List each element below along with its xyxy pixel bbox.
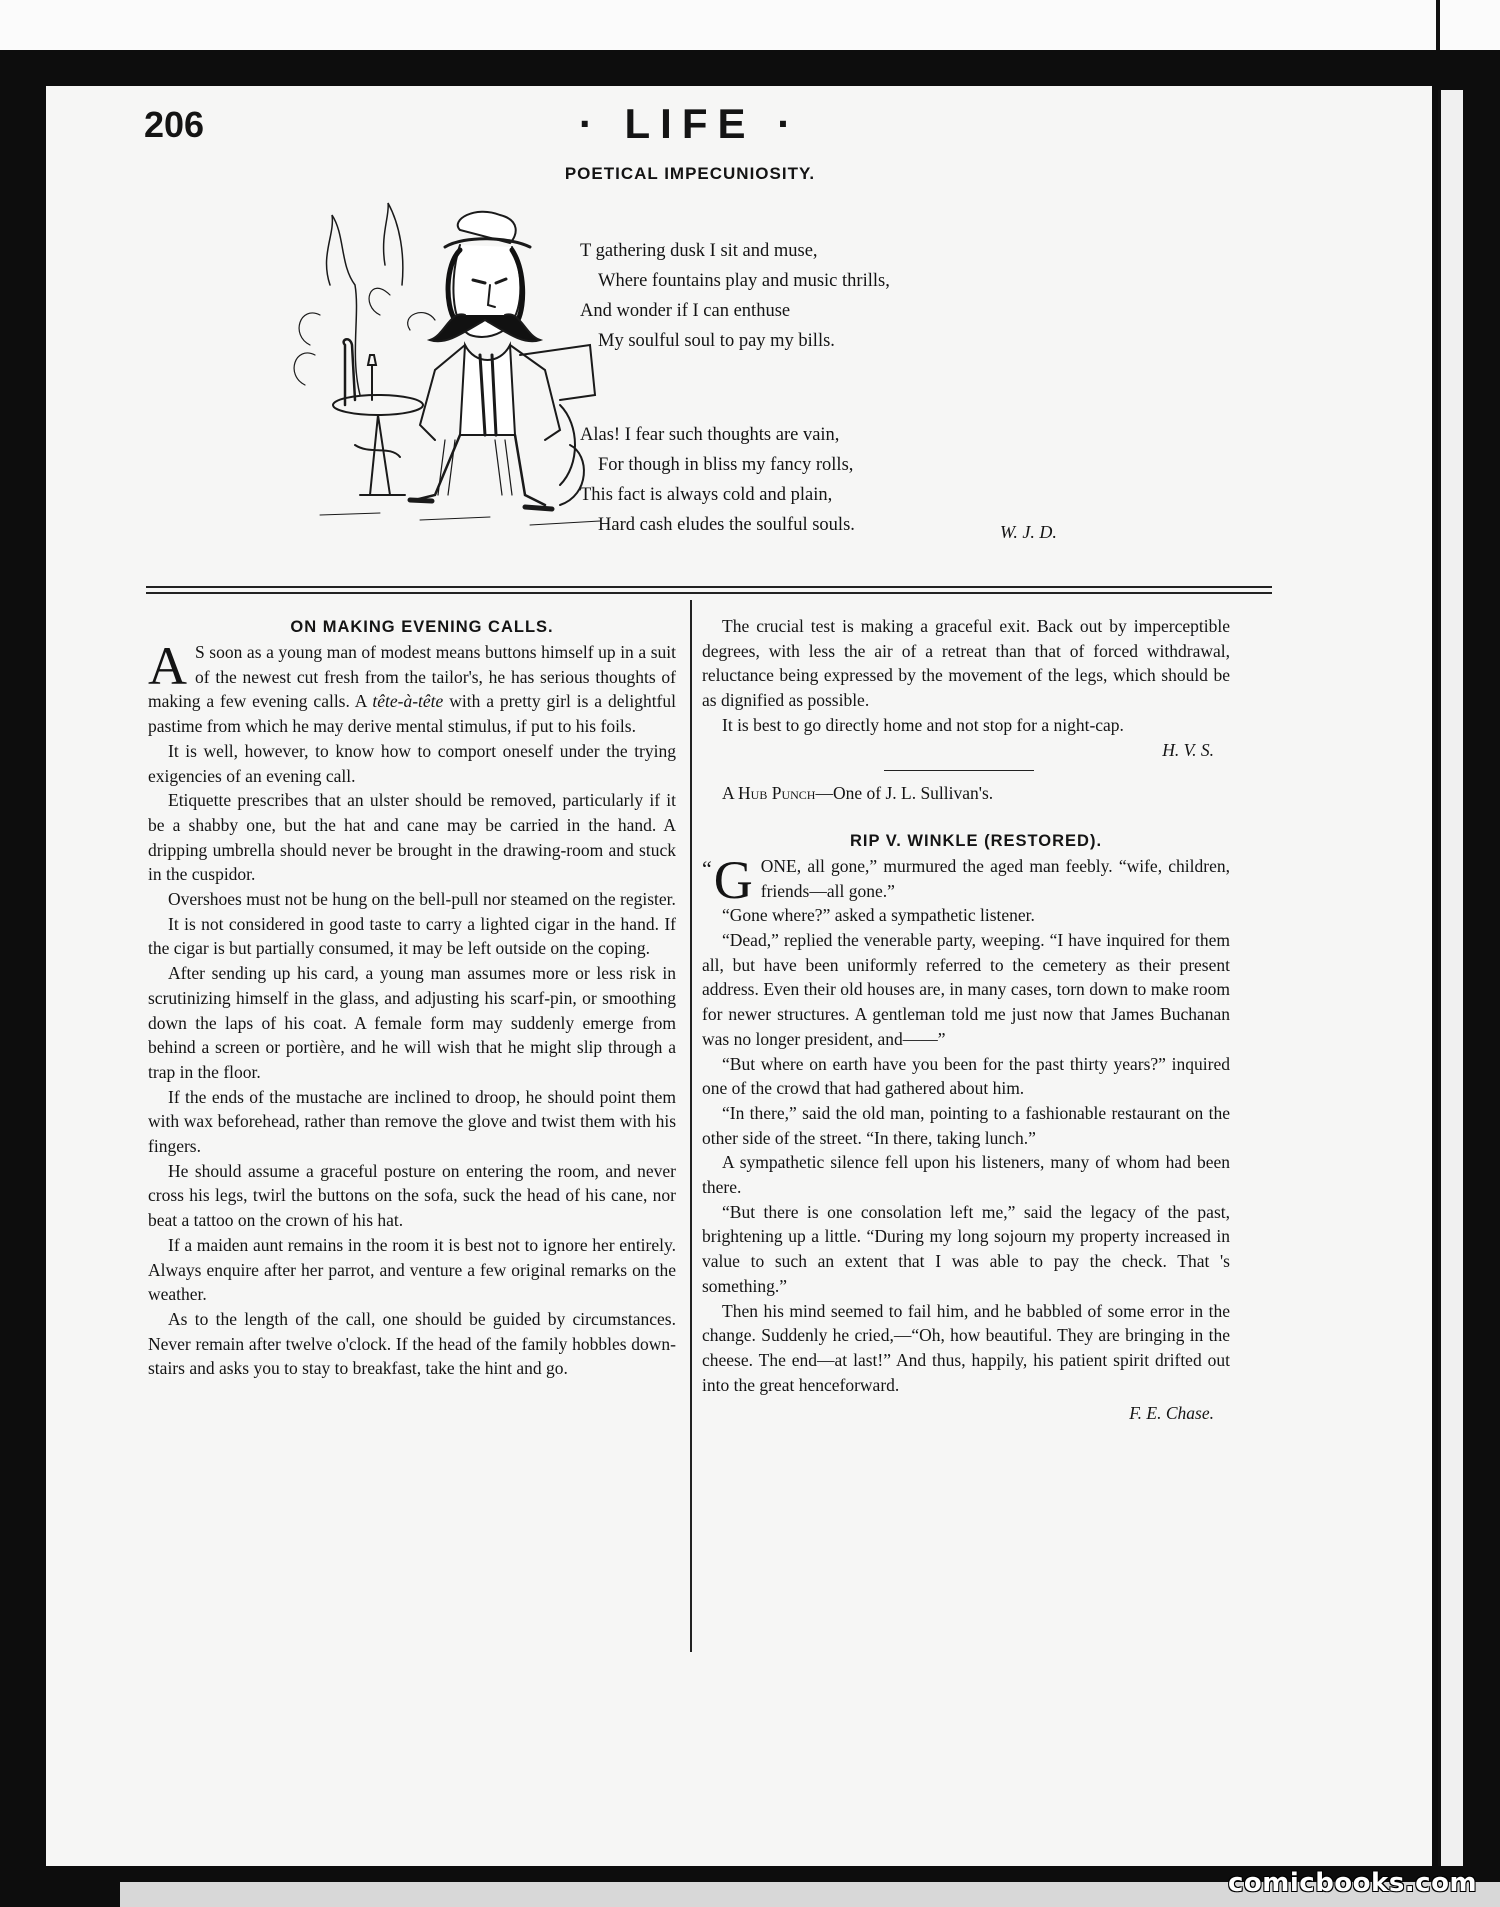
article-signature: F. E. Chase. [1129,1403,1214,1424]
right-column [702,614,1230,1426]
article-paragraph [702,849,1230,910]
poem-line: This fact is always cold and plain, [580,485,833,505]
open-quote: “ [702,855,712,881]
spacer [702,806,1230,828]
article-paragraph: “But where on earth have you been for the past thirty years?” inquired one of the crowd that had gathered about him. [702,1053,1230,1099]
paragraph-text: ONE, all gone,” murmured the aged man feebly. “wife, children, friends—all gone.” [760,855,1230,901]
article-paragraph: As to the length of the call, one should be guided by circumstances. Never remain after twelve o'clock. If the head of the family hobbles down-stairs and asks you to stay to breakfast, take the hint and go. [148,1308,676,1379]
article-paragraph: Overshoes must not be hung on the bell-pull nor steamed on the register. [168,889,676,910]
masthead: · LIFE · [578,100,802,147]
next-page-edge [1438,90,1463,1870]
squib [702,781,1230,806]
article-paragraph: “Dead,” replied the venerable party, weeping. “I have inquired for them all, but have been uniformly referred to the cemetery as their present address. Even their old houses are, in many cases, torn down to make room for newer structures. A gentleman told me just now that James Buchanan was no longer president, and——” [702,930,1230,1049]
scan-border-top [0,0,1500,50]
paragraph-text: with a pretty girl is a delightful pastime from which he may derive mental stimulus, if put to his foils. [148,691,676,737]
article-signature: H. V. S. [1162,739,1214,760]
section-rule [884,770,1034,771]
poem-line: Where fountains play and music thrills, [598,271,890,291]
italic-phrase: tête-à-tête [372,691,444,712]
poem-stanza [580,236,1080,356]
site-watermark: comicbooks.com [1228,1868,1478,1898]
section-rule [146,592,1272,594]
article-paragraph: If the ends of the mustache are inclined to droop, he should point them with wax beforehead, rather than remove the glove and twist them with his fingers. [148,1086,676,1157]
article-title: ON MAKING EVENING CALLS. [290,618,554,636]
poem-line: Hard cash eludes the soulful souls. [598,515,855,535]
paragraph-text: S soon as a young man of modest means buttons himself up in a suit of the newest cut fresh from the tailor's, he has serious thoughts of making a few evening calls. [148,642,676,712]
article-paragraph: Then his mind seemed to fail him, and he babbled of some error in the change. Suddenly he cried,—“Oh, how beautiful. They are bringing in the cheese. The end—at last!” And thus, happily, his patient spirit drifted out into the great henceforward. [702,1300,1230,1395]
poem-title: POETICAL IMPECUNIOSITY. [564,164,816,183]
poem-signature: W. J. D. [1000,522,1057,542]
paragraph-text: A [354,691,367,712]
page-number: 206 [144,104,205,145]
article-title: RIP V. WINKLE (RESTORED). [849,831,1103,850]
article-paragraph: It is not considered in good taste to carry a lighted cigar in the hand. If the cigar is but partially consumed, it may be left outside on the coping. [148,913,676,959]
article-paragraph: He should assume a graceful posture on entering the room, and never cross his legs, twirl the buttons on the sofa, suck the head of his cane, nor beat a tattoo on the crown of his hat. [148,1160,676,1231]
drop-cap: A [148,636,187,696]
article-paragraph: The crucial test is making a graceful exit. Back out by imperceptible degrees, with less the air of a retreat than that of forced withdrawal, reluctance being expressed by the movement of the legs, which should be as dignified as possible. [702,616,1230,711]
squib-text: —One of J. L. Sullivan's. [815,783,994,804]
article-paragraph [148,636,676,739]
poem-line: T gathering dusk I sit and muse, [580,241,818,261]
poem-line: Alas! I fear such thoughts are vain, [580,425,840,445]
poem-line: My soulful soul to pay my bills. [598,331,835,351]
scan-border-dark-top [0,50,1500,86]
article-paragraph: “In there,” said the old man, pointing to a fashionable restaurant on the other side of the street. “In there, taking lunch.” [702,1102,1230,1148]
drop-cap: G [713,849,753,910]
article-paragraph: After sending up his card, a young man assumes more or less risk in scrutinizing himself in the glass, and adjusting his scarf-pin, or smoothing down the laps of his coat. A female form may suddenly emerge from behind a screen or portière, and he will wish that he might slip through a trap in the floor. [148,963,676,1082]
cartoon-man-with-mustache-seated-at-cafe-table-icon [260,195,620,535]
article-paragraph: “Gone where?” asked a sympathetic listener. [722,905,1035,926]
poem-body [580,236,1080,604]
article-paragraph: If a maiden aunt remains in the room it is best not to ignore her entirely. Always enquire after her parrot, and venture a few original remarks on the weather. [148,1234,676,1305]
article-paragraph: A sympathetic silence fell upon his listeners, many of whom had been there. [702,1152,1230,1198]
poem-line: For though in bliss my fancy rolls, [598,455,854,475]
article-evening-calls [148,614,676,1381]
article-paragraph: It is well, however, to know how to comport oneself under the trying exigencies of an evening call. [148,740,676,786]
scan-border-left [0,50,46,1907]
column-divider [690,600,692,1652]
article-paragraph: It is best to go directly home and not stop for a night-cap. [722,714,1124,735]
poem-line: And wonder if I can enthuse [580,301,791,321]
article-paragraph: Etiquette prescribes that an ulster should be removed, particularly if it be a shabby one, but the hat and cane may be carried in the hand. A dripping umbrella should never be brought in the drawing-room and stuck in the cuspidor. [148,790,676,885]
squib-lead: A Hub Punch [722,783,816,804]
section-rule [146,586,1272,588]
article-paragraph: “But there is one consolation left me,” said the legacy of the past, brightening up a little. “During my long sojourn my property increased in value to such an extent that I was able to pay the check. That 's something.” [702,1201,1230,1296]
